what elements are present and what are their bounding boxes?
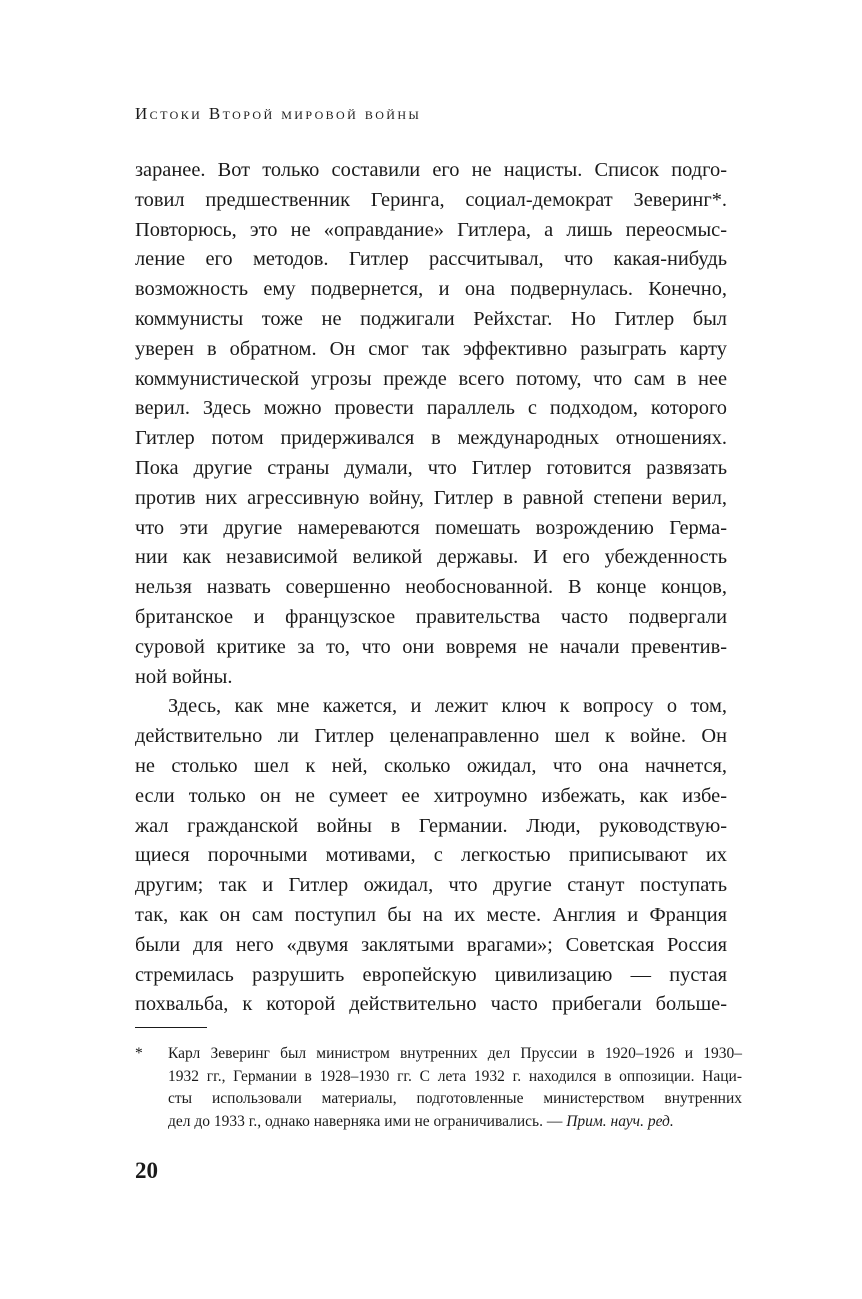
text-line: уверен в обратном. Он смог так эффективно разыграть карту bbox=[135, 337, 727, 360]
text-line: Гитлер потом придерживался в международных отношениях. bbox=[135, 427, 727, 450]
footnote-line-text: дел до 1933 г., однако наверняка ими не ограничивались. — bbox=[168, 1112, 567, 1130]
text-line: щиеся порочными мотивами, с легкостью приписывают их bbox=[135, 844, 727, 867]
text-line: нельзя назвать совершенно необоснованной. В конце концов, bbox=[135, 576, 727, 599]
text-line: не столько шел к ней, сколько ожидал, что она начнется, bbox=[135, 754, 727, 777]
footnote-line: 1932 гг., Германии в 1928–1930 гг. С лета 1932 г. находился в оппозиции. Наци- bbox=[168, 1067, 742, 1085]
footnote-marker: * bbox=[135, 1045, 143, 1062]
text-line: заранее. Вот только составили его не нацисты. Список подго- bbox=[135, 159, 727, 181]
text-line: ление его методов. Гитлер рассчитывал, что какая-нибудь bbox=[135, 248, 727, 271]
footnote-line bbox=[135, 1111, 742, 1134]
text-line: верил. Здесь можно провести параллель с подходом, которого bbox=[135, 397, 727, 420]
text-line: возможность ему подвернется, и она подвернулась. Конечно, bbox=[135, 278, 727, 301]
text-line: товил предшественник Геринга, социал-демократ Зеверинг*. bbox=[135, 188, 727, 211]
text-line: Пока другие страны думали, что Гитлер готовится развязать bbox=[135, 456, 727, 479]
text-line: были для него «двумя заклятыми врагами»; Советская Россия bbox=[135, 933, 727, 956]
footnote-divider bbox=[135, 1027, 207, 1028]
text-line: суровой критике за то, что они вовремя не начали превентив- bbox=[135, 635, 727, 658]
page-number: 20 bbox=[135, 1158, 158, 1183]
text-line: если только он не сумеет ее хитроумно избежать, как избе- bbox=[135, 784, 727, 807]
footnote-line: Карл Зеверинг был министром внутренних дел Пруссии в 1920–1926 и 1930– bbox=[168, 1045, 742, 1062]
editor-note: Прим. науч. ред. bbox=[566, 1112, 674, 1130]
text-line: Здесь, как мне кажется, и лежит ключ к вопросу о том, bbox=[168, 695, 727, 718]
text-line: так, как он сам поступил бы на их месте. Англия и Франция bbox=[135, 903, 727, 926]
running-head: Истоки Второй мировой войны bbox=[135, 104, 422, 123]
text-line: против них агрессивную войну, Гитлер в равной степени верил, bbox=[135, 486, 727, 509]
text-line: ной войны. bbox=[135, 665, 233, 688]
text-line: коммунисты тоже не поджигали Рейхстаг. Но Гитлер был bbox=[135, 307, 727, 330]
text-line: коммунистической угрозы прежде всего потому, что сам в нее bbox=[135, 367, 727, 390]
footnote-line: сты использовали материалы, подготовленные министерством внутренних bbox=[168, 1090, 742, 1107]
footnote bbox=[135, 1043, 742, 1133]
text-line: стремилась разрушить европейскую цивилизацию — пустая bbox=[135, 963, 727, 986]
text-line: другим; так и Гитлер ожидал, что другие станут поступать bbox=[135, 874, 727, 897]
text-line: нии как независимой великой державы. И его убежденность bbox=[135, 546, 727, 569]
text-line: Повторюсь, это не «оправдание» Гитлера, а лишь переосмыс- bbox=[135, 218, 727, 241]
text-line: британское и французское правительства часто подвергали bbox=[135, 605, 727, 628]
text-line: похвальба, к которой действительно часто прибегали больше- bbox=[135, 993, 727, 1016]
text-line: действительно ли Гитлер целенаправленно шел к войне. Он bbox=[135, 725, 727, 748]
text-line: что эти другие намереваются помешать возрождению Герма- bbox=[135, 516, 727, 539]
text-line: жал гражданской войны в Германии. Люди, руководствую- bbox=[135, 814, 727, 837]
body-text bbox=[135, 156, 727, 1020]
